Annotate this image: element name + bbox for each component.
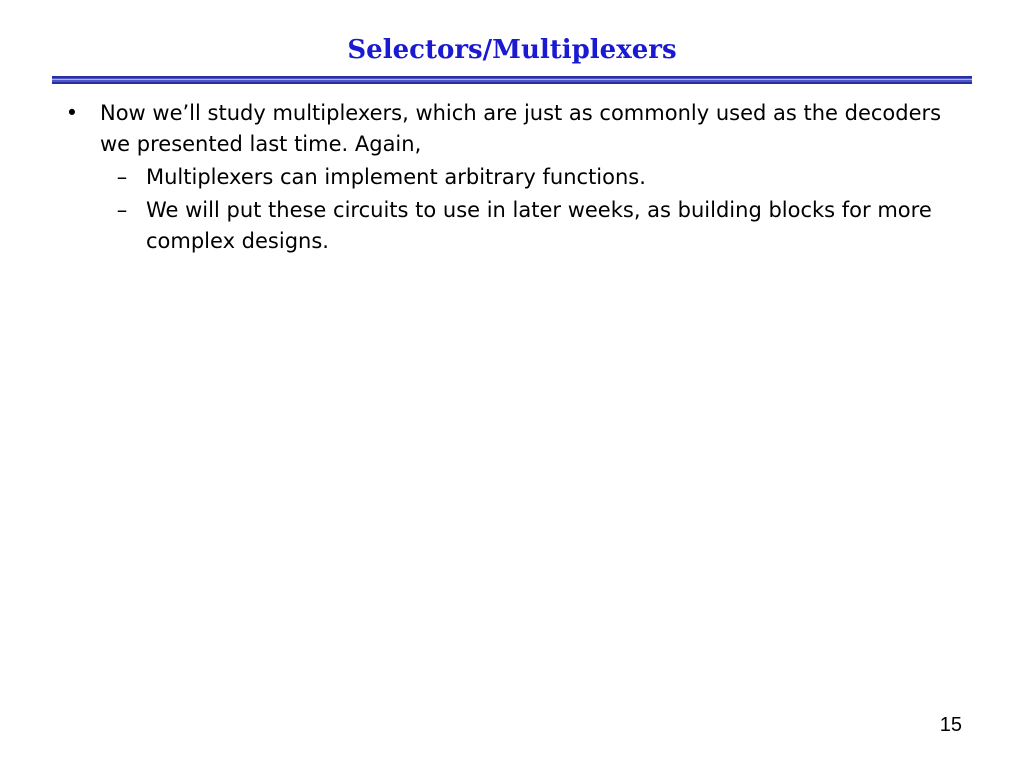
subbullet-marker: – bbox=[116, 165, 128, 189]
subbullet-text: We will put these circuits to use in later weeks, as building blocks for more complex designs. bbox=[146, 198, 932, 253]
subbullet-item bbox=[62, 162, 962, 193]
subbullet-item bbox=[62, 195, 962, 257]
slide-title: Selectors/Multiplexers bbox=[347, 35, 677, 65]
slide-content bbox=[62, 98, 962, 257]
subbullet-marker: – bbox=[116, 198, 128, 222]
title-divider bbox=[52, 76, 972, 84]
subbullet-text: Multiplexers can implement arbitrary functions. bbox=[146, 165, 646, 189]
bullet-text: Now we’ll study multiplexers, which are just as commonly used as the decoders we presented last time. Again, bbox=[100, 101, 942, 156]
bullet-item bbox=[62, 98, 962, 160]
bullet-marker: • bbox=[65, 101, 79, 125]
page-number: 15 bbox=[939, 714, 962, 736]
